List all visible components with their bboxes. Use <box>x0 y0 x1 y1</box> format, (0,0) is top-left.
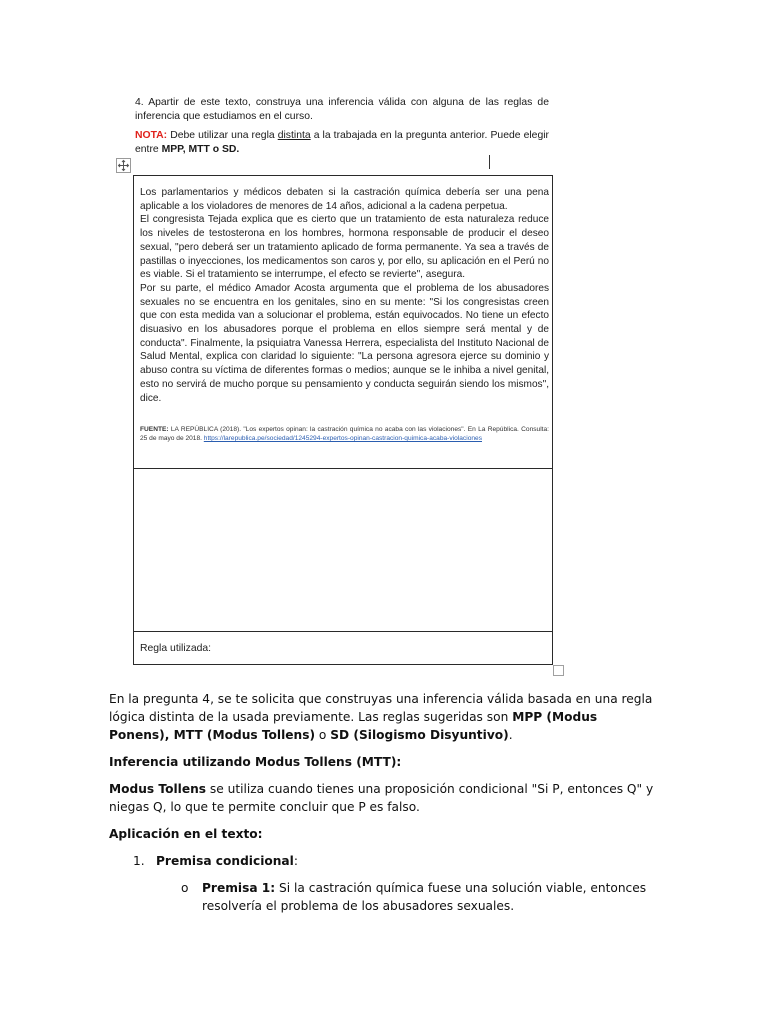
mt-bold: Modus Tollens <box>109 782 207 796</box>
question-title: 4. Apartir de este texto, construya una inferencia válida con alguna de las reglas de inferencia que estudiamos en el curso. <box>135 97 549 122</box>
list-item-bold: Premisa condicional <box>156 854 294 868</box>
heading-inference-text: Inferencia utilizando Modus Tollens (MTT): <box>109 755 402 769</box>
heading-application <box>109 825 661 843</box>
answer-section <box>109 690 661 915</box>
list-number: 1. <box>133 854 145 868</box>
note-underlined-word: distinta <box>277 130 311 141</box>
rule-used-label: Regla utilizada: <box>140 643 212 654</box>
heading-inference <box>109 753 661 771</box>
table-move-handle-icon[interactable] <box>116 158 131 173</box>
source-citation <box>140 425 549 443</box>
passage-paragraph-2: El congresista Tejada explica que es cierto que un tratamiento de esta naturaleza reduce los niveles de testosterona en los hombres, hormona responsable de producir el deseo sexual, "pero deberá ser un tratamiento aplicado de forma permanente. Ya sea a través de pastillas o inyecciones, los medicamentos son caros y, por ello, su aplicación en el Perú no es viable. Si el tratamiento se interrumpe, el efecto se revierte", asegura. <box>140 214 549 281</box>
source-label: FUENTE: <box>140 426 169 433</box>
answer-intro <box>109 690 661 744</box>
sub-item-bold: Premisa 1: <box>202 881 276 895</box>
intro-text-3: . <box>508 728 513 742</box>
text-cursor <box>489 155 490 169</box>
intro-text-1: En la pregunta 4, se te solicita que construyas una inferencia válida basada en una regla lógica distinta de la usada previamente. Las reglas sugeridas son <box>109 692 653 724</box>
sub-item-text: Si la castración química fuese una solución viable, entonces resolvería el problema de los abusadores sexuales. <box>202 881 647 913</box>
question-note <box>135 129 549 156</box>
note-rules: MPP, MTT o SD. <box>161 143 240 155</box>
table-row-divider <box>134 468 552 469</box>
mt-text: se utiliza cuando tienes una proposición condicional "Si P, entonces Q" y niegas Q, lo que te permite concluir que P es falso. <box>109 782 654 814</box>
passage-text <box>140 186 549 405</box>
modus-tollens-explanation <box>109 780 661 816</box>
list-item <box>109 852 661 870</box>
source-text: LA REPÚBLICA (2018). "Los expertos opinan: la castración química no acaba con las violaciones". En La República. Consulta: 25 de mayo de 2018. <box>140 426 549 443</box>
note-text-1: Debe utilizar una regla <box>167 130 278 141</box>
table-resize-handle-icon[interactable] <box>553 665 564 676</box>
question-table <box>133 175 553 665</box>
sub-list-bullet: o <box>181 881 189 895</box>
note-label: NOTA: <box>135 130 168 141</box>
sub-list-item <box>109 879 661 915</box>
intro-sd-bold: SD (Silogismo Disyuntivo) <box>330 728 509 742</box>
passage-paragraph-1: Los parlamentarios y médicos debaten si la castración química debería ser una pena aplicable a los violadores de menores de 14 años, adicional a la cadena perpetua. <box>140 187 549 212</box>
source-link[interactable]: https://larepublica.pe/sociedad/1245294-expertos-opinan-castracion-quimica-acaba-violaciones <box>203 435 482 443</box>
intro-text-2: o <box>315 728 331 742</box>
table-row-divider <box>134 631 552 632</box>
note-text-2: a la trabajada en la pregunta anterior. Puede elegir entre <box>135 130 549 155</box>
passage-paragraph-3: Por su parte, el médico Amador Acosta argumenta que el problema de los abusadores sexuales no se encuentra en los genitales, sino en su mente: "Si los congresistas creen que con esta medida van a solucionar el problema, están equivocados. No tiene un efecto disuasivo en los abusadores porque el problema en ellos siempre será mental y de conducta". Finalmente, la psiquiatra Vanessa Herrera, especialista del Instituto Nacional de Salud Mental, explica con claridad lo siguiente: "La persona agresora ejerce su dominio y abuso contra su víctima de diferentes formas o medios; aunque se le inhiba a nivel genital, esto no servirá de mucho porque su pensamiento y conducta seguirán siendo los mismos", dice. <box>140 282 549 404</box>
list-item-colon: : <box>293 854 298 868</box>
intro-rules-bold: MPP (Modus Ponens), MTT (Modus Tollens) <box>109 710 598 742</box>
heading-application-text: Aplicación en el texto: <box>109 827 263 841</box>
